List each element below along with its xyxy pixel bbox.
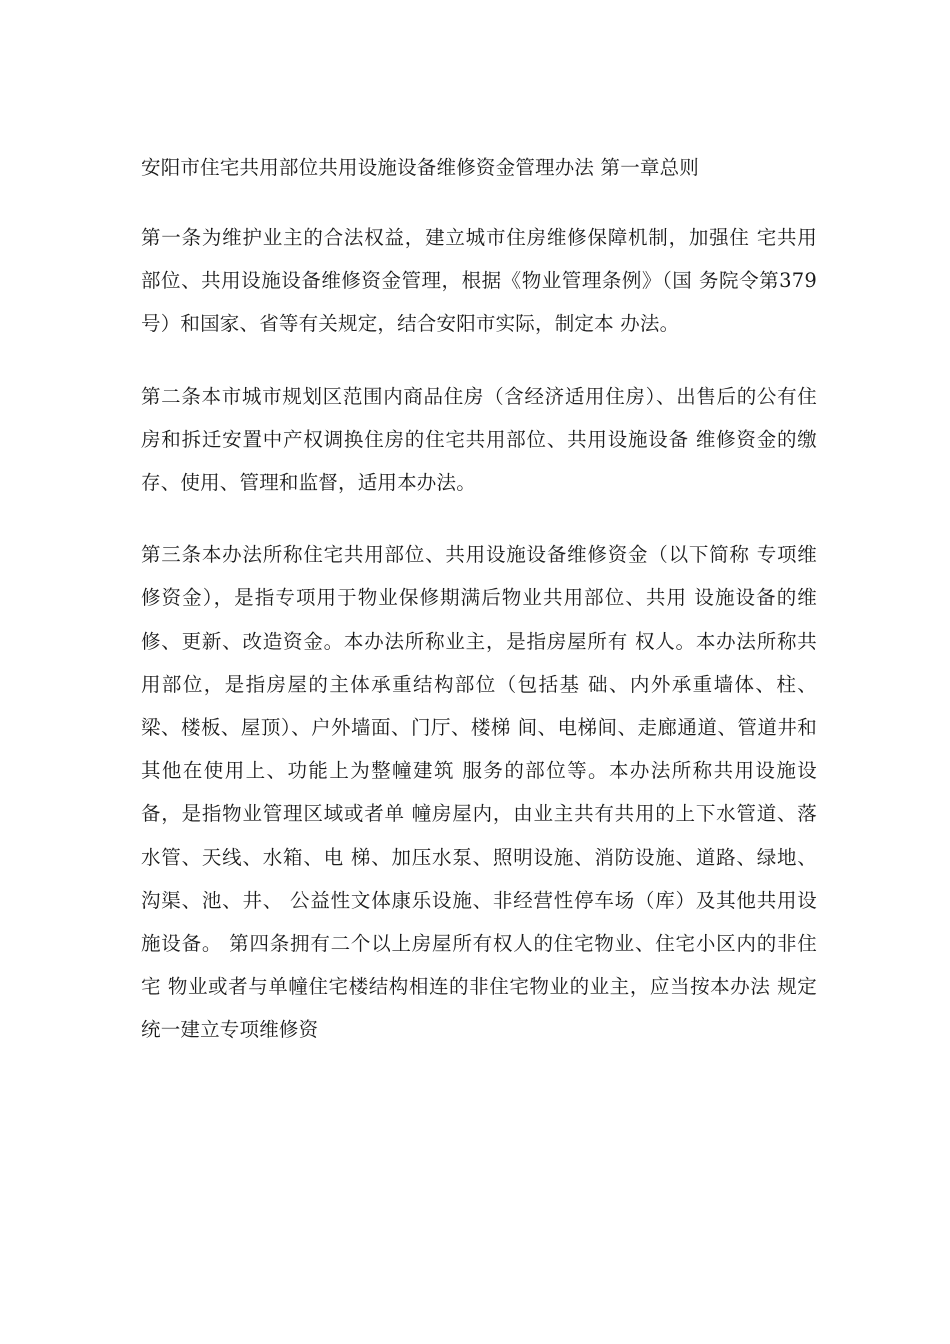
document-title: 安阳市住宅共用部位共用设施设备维修资金管理办法 第一章总则 bbox=[141, 156, 699, 179]
article-3-paragraph: 第三条本办法所称住宅共用部位、共用设施设备维修资金（以下简称 专项维修资金），是指专项用于物业保修期满后物业共用部位、共用 设施设备的维修、更新、改造资金。本办法所称业主，是指房屋所有 权人。本办法所称共用部位，是指房屋的主体承重结构部位（包括基 础、内外承重墙体、柱、梁、楼板、屋顶）、户外墙面、门厅、楼梯 间、电梯间、走廊通道、管道井和其他在使用上、功能上为整幢建筑 服务的部位等。本办法所称共用设施设备，是指物业管理区域或者单 幢房屋内，由业主共有共用的上下水管道、落水管、天线、水箱、电 梯、加压水泵、照明设施、消防设施、道路、绿地、沟渠、池、井、 公益性文体康乐设施、非经营性停车场（库）及其他共用设施设备。 第四条拥有二个以上房屋所有权人的住宅物业、住宅小区内的非住宅 物业或者与单幢住宅楼结构相连的非住宅物业的业主，应当按本办法 规定统一建立专项维修资 bbox=[141, 543, 817, 1042]
spacer bbox=[141, 188, 817, 216]
article-2-paragraph: 第二条本市城市规划区范围内商品住房（含经济适用住房）、出售后的公有住房和拆迁安置中产权调换住房的住宅共用部位、共用设施设备 维修资金的缴存、使用、管理和监督，适用本办法。 bbox=[141, 384, 817, 495]
spacer bbox=[141, 346, 817, 375]
document-body bbox=[141, 148, 817, 1052]
article-1-paragraph: 第一条为维护业主的合法权益，建立城市住房维修保障机制，加强住 宅共用部位、共用设施设备维修资金管理，根据《物业管理条例》（国 务院令第379号）和国家、省等有关规定，结合安阳市实际，制定本 办法。 bbox=[141, 226, 817, 336]
spacer bbox=[141, 504, 817, 533]
